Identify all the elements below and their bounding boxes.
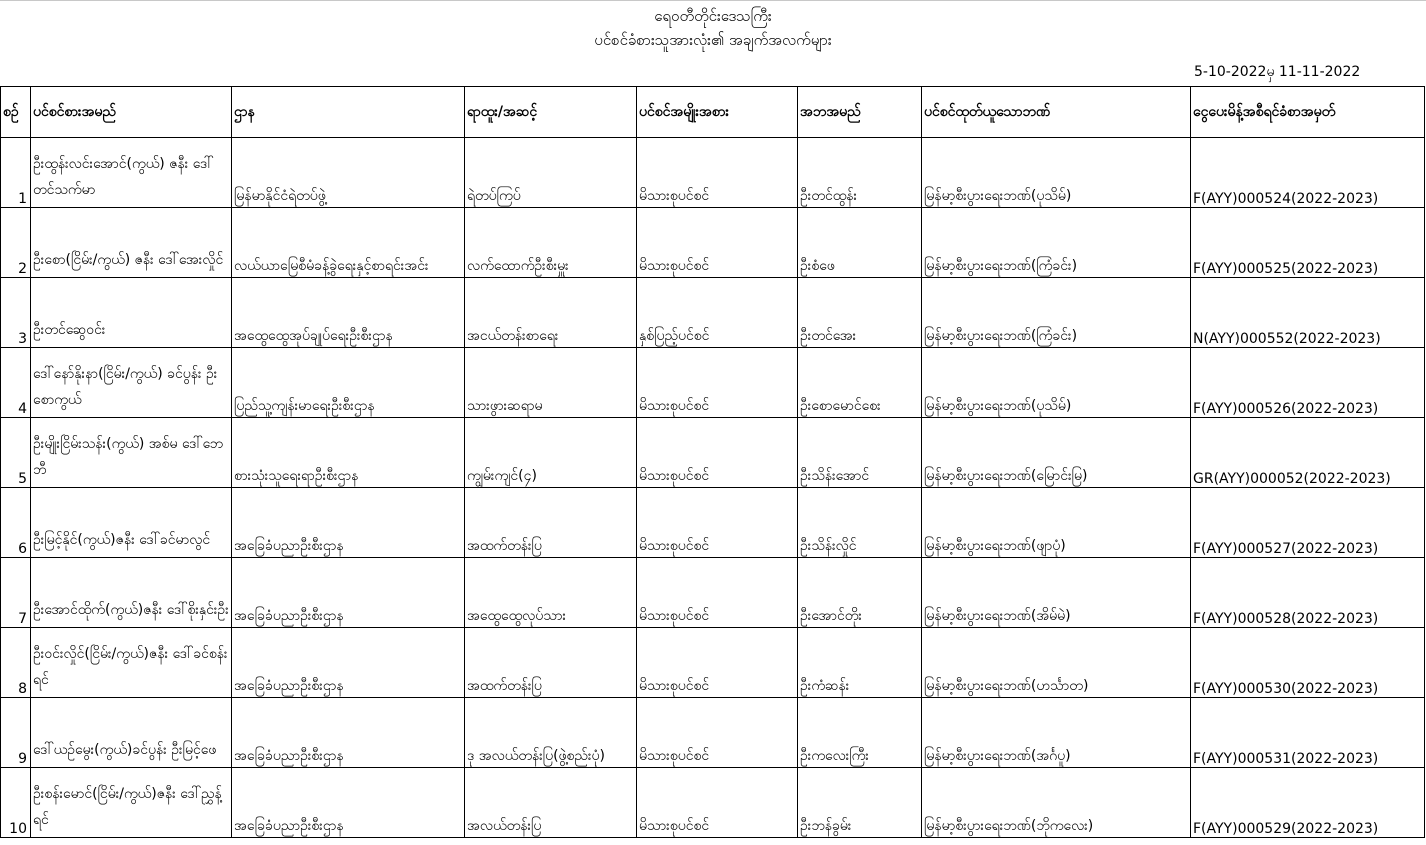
cell-bank: မြန်မာ့စီးပွားရေးဘဏ်(ကြံခင်း)	[922, 278, 1191, 348]
table-row	[1, 418, 1425, 488]
cell-dept: အထွေထွေအုပ်ချုပ်ရေးဦးစီးဌာန	[232, 278, 465, 348]
cell-rank: ရဲတပ်ကြပ်	[465, 138, 637, 208]
table-row	[1, 698, 1425, 768]
cell-type: မိသားစုပင်စင်	[637, 488, 798, 558]
cell-rank: အထက်တန်းပြ	[465, 628, 637, 698]
col-header-rank: ရာထူး/အဆင့်	[465, 87, 637, 138]
cell-type: မိသားစုပင်စင်	[637, 348, 798, 418]
cell-name: ဦးစန်းမောင်(ငြိမ်း/ကွယ်)ဇနီး ဒေါ်ညွှန့်ရင်	[31, 768, 232, 838]
table-row	[1, 278, 1425, 348]
cell-order: F(AYY)000530(2022-2023)	[1191, 628, 1425, 698]
cell-order: GR(AYY)000052(2022-2023)	[1191, 418, 1425, 488]
col-header-father: အဘအမည်	[798, 87, 922, 138]
cell-name: ဦးဝင်းလှိုင်(ငြိမ်း/ကွယ်)ဇနီး ဒေါ်ခင်စန်းရင်	[31, 628, 232, 698]
cell-type: မိသားစုပင်စင်	[637, 628, 798, 698]
col-header-type: ပင်စင်အမျိုးအစား	[637, 87, 798, 138]
cell-no: 6	[1, 488, 31, 558]
cell-name: ဦးမြင့်နိုင်(ကွယ်)ဇနီး ဒေါ်ခင်မာလွင်	[31, 488, 232, 558]
cell-bank: မြန်မာ့စီးပွားရေးဘဏ်(ကြံခင်း)	[922, 208, 1191, 278]
cell-bank: မြန်မာ့စီးပွားရေးဘဏ်(ပုသိမ်)	[922, 138, 1191, 208]
cell-dept: ပြည်သူ့ကျန်းမာရေးဦးစီးဌာန	[232, 348, 465, 418]
header-row	[1, 87, 1425, 138]
cell-rank: ကျွမ်းကျင်(၄)	[465, 418, 637, 488]
cell-type: မိသားစုပင်စင်	[637, 768, 798, 838]
cell-name: ဒေါ်နော်နိုးနာ(ငြိမ်း/ကွယ်) ခင်ပွန်း ဦးစောကွယ်	[31, 348, 232, 418]
cell-dept: အခြေခံပညာဦးစီးဌာန	[232, 488, 465, 558]
cell-type: မိသားစုပင်စင်	[637, 698, 798, 768]
cell-order: F(AYY)000528(2022-2023)	[1191, 558, 1425, 628]
cell-father: ဦးတင်ထွန်း	[798, 138, 922, 208]
cell-name: ဦးအောင်ထိုက်(ကွယ်)ဇနီး ဒေါ်စိုးနှင်းဦး	[31, 558, 232, 628]
table-row	[1, 628, 1425, 698]
cell-father: ဦးသိန်းအောင်	[798, 418, 922, 488]
cell-no: 5	[1, 418, 31, 488]
col-header-dept: ဌာန	[232, 87, 465, 138]
cell-type: မိသားစုပင်စင်	[637, 208, 798, 278]
page-title: ရေဝတီတိုင်းဒေသကြီး	[654, 7, 772, 25]
cell-order: F(AYY)000526(2022-2023)	[1191, 348, 1425, 418]
cell-type: မိသားစုပင်စင်	[637, 138, 798, 208]
col-header-order: ငွေပေးမိန့်အစီရင်ခံစာအမှတ်	[1191, 87, 1425, 138]
cell-no: 7	[1, 558, 31, 628]
cell-bank: မြန်မာ့စီးပွားရေးဘဏ်(ဘိုကလေး)	[922, 768, 1191, 838]
cell-bank: မြန်မာ့စီးပွားရေးဘဏ်(ဟင်္သာတ)	[922, 628, 1191, 698]
cell-no: 10	[1, 768, 31, 838]
col-header-bank: ပင်စင်ထုတ်ယူသောဘဏ်	[922, 87, 1191, 138]
cell-father: ဦးစံဖေ	[798, 208, 922, 278]
cell-name: ဦးထွန်းလင်းအောင်(ကွယ်) ဇနီး ဒေါ်တင်သက်မာ	[31, 138, 232, 208]
cell-dept: လယ်ယာမြေစီမံခန့်ခွဲရေးနှင့်စာရင်းအင်း	[232, 208, 465, 278]
cell-no: 3	[1, 278, 31, 348]
cell-rank: အလယ်တန်းပြ	[465, 768, 637, 838]
cell-bank: မြန်မာ့စီးပွားရေးဘဏ်(အိမ်မဲ)	[922, 558, 1191, 628]
cell-rank: ဒု အလယ်တန်းပြ(ဖွဲ့စည်းပုံ)	[465, 698, 637, 768]
page-subtitle: ပင်စင်ခံစားသူအားလုံး၏ အချက်အလက်များ	[594, 31, 832, 49]
cell-order: F(AYY)000531(2022-2023)	[1191, 698, 1425, 768]
table-row	[1, 348, 1425, 418]
cell-father: ဦးစောမောင်စေး	[798, 348, 922, 418]
cell-dept: စားသုံးသူရေးရာဦးစီးဌာန	[232, 418, 465, 488]
cell-father: ဦးတင်အေး	[798, 278, 922, 348]
table-row	[1, 558, 1425, 628]
cell-type: မိသားစုပင်စင်	[637, 418, 798, 488]
table-row	[1, 138, 1425, 208]
cell-type: နှစ်ပြည့်ပင်စင်	[637, 278, 798, 348]
pension-table	[0, 86, 1425, 838]
col-header-no: စဉ်	[1, 87, 31, 138]
cell-type: မိသားစုပင်စင်	[637, 558, 798, 628]
cell-dept: အခြေခံပညာဦးစီးဌာန	[232, 768, 465, 838]
col-header-name: ပင်စင်စားအမည်	[31, 87, 232, 138]
cell-dept: အခြေခံပညာဦးစီးဌာန	[232, 698, 465, 768]
cell-rank: အထွေထွေလုပ်သား	[465, 558, 637, 628]
cell-name: ဦးမျိုးငြိမ်းသန်း(ကွယ်) အစ်မ ဒေါ်ဘေဘီ	[31, 418, 232, 488]
table-row	[1, 768, 1425, 838]
cell-no: 8	[1, 628, 31, 698]
cell-name: ဒေါ်ယဉ်မွေး(ကွယ်)ခင်ပွန်း ဦးမြင့်ဖေ	[31, 698, 232, 768]
cell-order: F(AYY)000525(2022-2023)	[1191, 208, 1425, 278]
cell-rank: သားဖွားဆရာမ	[465, 348, 637, 418]
date-range: 5-10-2022မှ 11-11-2022	[1194, 64, 1361, 80]
cell-order: F(AYY)000527(2022-2023)	[1191, 488, 1425, 558]
cell-rank: အငယ်တန်းစာရေး	[465, 278, 637, 348]
table-row	[1, 208, 1425, 278]
cell-rank: လက်ထောက်ဦးစီးမှူး	[465, 208, 637, 278]
cell-dept: အခြေခံပညာဦးစီးဌာန	[232, 558, 465, 628]
cell-father: ဦးသိန်းလှိုင်	[798, 488, 922, 558]
cell-no: 2	[1, 208, 31, 278]
cell-no: 1	[1, 138, 31, 208]
cell-name: ဦးစော(ငြိမ်း/ကွယ်) ဇနီး ဒေါ်အေးလှိုင်	[31, 208, 232, 278]
cell-order: F(AYY)000529(2022-2023)	[1191, 768, 1425, 838]
cell-order: N(AYY)000552(2022-2023)	[1191, 278, 1425, 348]
cell-father: ဦးအောင်တိုး	[798, 558, 922, 628]
cell-dept: အခြေခံပညာဦးစီးဌာန	[232, 628, 465, 698]
cell-no: 9	[1, 698, 31, 768]
cell-name: ဦးတင်ဆွေဝင်း	[31, 278, 232, 348]
cell-rank: အထက်တန်းပြ	[465, 488, 637, 558]
cell-bank: မြန်မာ့စီးပွားရေးဘဏ်(ဖျာပုံ)	[922, 488, 1191, 558]
top-border	[0, 0, 1426, 1]
cell-bank: မြန်မာ့စီးပွားရေးဘဏ်(ပုသိမ်)	[922, 348, 1191, 418]
cell-bank: မြန်မာ့စီးပွားရေးဘဏ်(မြောင်းမြ)	[922, 418, 1191, 488]
table-row	[1, 488, 1425, 558]
cell-dept: မြန်မာနိုင်ငံရဲတပ်ဖွဲ့	[232, 138, 465, 208]
cell-father: ဦးကလေးကြီး	[798, 698, 922, 768]
cell-father: ဦးဘန်ခွမ်း	[798, 768, 922, 838]
cell-father: ဦးကံဆန်း	[798, 628, 922, 698]
cell-no: 4	[1, 348, 31, 418]
cell-bank: မြန်မာ့စီးပွားရေးဘဏ်(အင်္ဂပူ)	[922, 698, 1191, 768]
cell-order: F(AYY)000524(2022-2023)	[1191, 138, 1425, 208]
